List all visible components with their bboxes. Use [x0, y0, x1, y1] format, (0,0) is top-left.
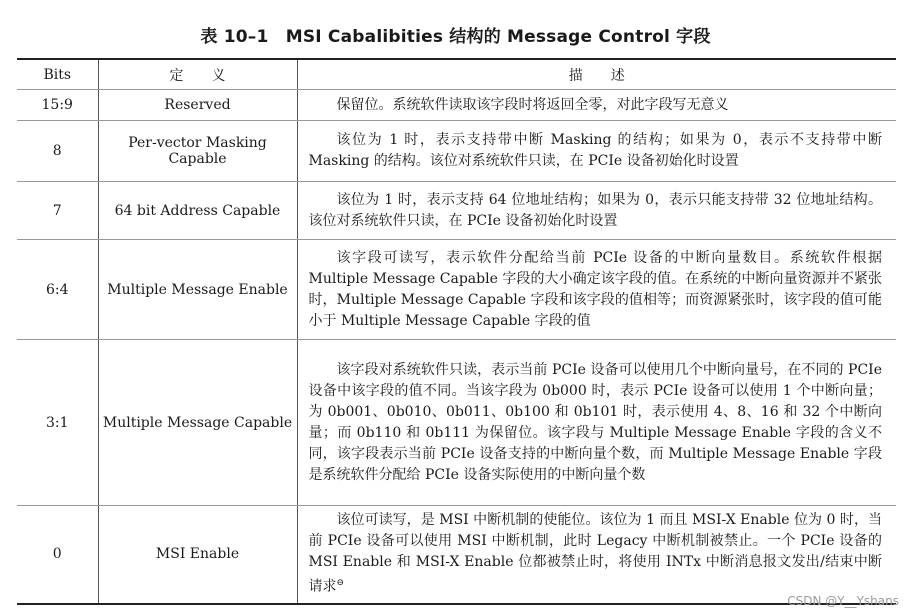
row-bits: 8 — [17, 121, 98, 182]
row-description: 该位为 1 时，表示支持 64 位地址结构；如果为 0，表示只能支持带 32 位地址结构。该位对系统软件只读，在 PCIe 设备初始化时设置 — [308, 191, 882, 229]
row-bits: 7 — [17, 182, 98, 240]
header-bits: Bits — [17, 59, 98, 90]
row-definition: Multiple Message Enable — [98, 240, 297, 340]
table-row — [17, 340, 896, 506]
table-row — [17, 182, 896, 240]
table-caption: 表 10–1 MSI Cabalibities 结构的 Message Control 字段 — [200, 27, 711, 47]
table-row — [17, 506, 896, 604]
row-definition: Reserved — [98, 90, 297, 121]
message-control-table — [17, 58, 896, 605]
table-header-row — [17, 59, 896, 90]
watermark: CSDN @Y__Yshans — [787, 594, 899, 608]
header-description: 描 述 — [297, 59, 896, 90]
row-description: 该字段对系统软件只读，表示当前 PCIe 设备可以使用几个中断向量号，在不同的 PCIe 设备中该字段的值不同。当该字段为 0b000 时，表示 PCIe 设备可以使用 1 个中断向量；为 0b001、0b010、0b011、0b100 和 0b101 时，表示使用 4、8、16 和 32 个中断向量；而 0b110 和 0b111 为保留位。该字段与 Multiple Message Enable 字段的含义不同，该字段表示当前 PCIe 设备支持的中断向量个数，而 Multiple Message Enable 字段是系统软件分配给 PCIe 设备实际使用的中断向量个数 — [308, 361, 882, 483]
footnote-marker: ⊖ — [336, 578, 345, 589]
row-definition: 64 bit Address Capable — [98, 182, 297, 240]
header-definition: 定 义 — [98, 59, 297, 90]
row-description: 该位为 1 时，表示支持带中断 Masking 的结构；如果为 0，表示不支持带中断 Masking 的结构。该位对系统软件只读，在 PCIe 设备初始化时设置 — [308, 132, 882, 169]
row-description: 保留位。系统软件读取该字段时将返回全零，对此字段写无意义 — [336, 96, 729, 113]
row-definition: Per-vector Masking Capable — [98, 121, 297, 182]
row-bits: 0 — [17, 506, 98, 604]
row-definition: Multiple Message Capable — [98, 340, 297, 506]
row-description: 该位可读写，是 MSI 中断机制的使能位。该位为 1 而且 MSI-X Enable 位为 0 时，当前 PCIe 设备可以使用 MSI 中断机制，此时 Legacy 中断机制被禁止。一个 PCIe 设备的 MSI Enable 和 MSI-X Enable 位都被禁止时，将使用 INTx 中断消息报文发出/结束中断请求 — [308, 512, 882, 596]
table-row — [17, 90, 896, 121]
row-description: 该字段可读写，表示软件分配给当前 PCIe 设备的中断向量数目。系统软件根据 Multiple Message Capable 字段的大小确定该字段的值。在系统的中断向量资源并不紧张时，Multiple Message Capable 字段和该字段的值相等；而资源紧张时，该字段的值可能小于 Multiple Message Capable 字段的值 — [308, 249, 882, 329]
row-bits: 3:1 — [17, 340, 98, 506]
table-row — [17, 240, 896, 340]
row-bits: 6:4 — [17, 240, 98, 340]
table-row — [17, 121, 896, 182]
row-definition: MSI Enable — [98, 506, 297, 604]
row-bits: 15:9 — [17, 90, 98, 121]
